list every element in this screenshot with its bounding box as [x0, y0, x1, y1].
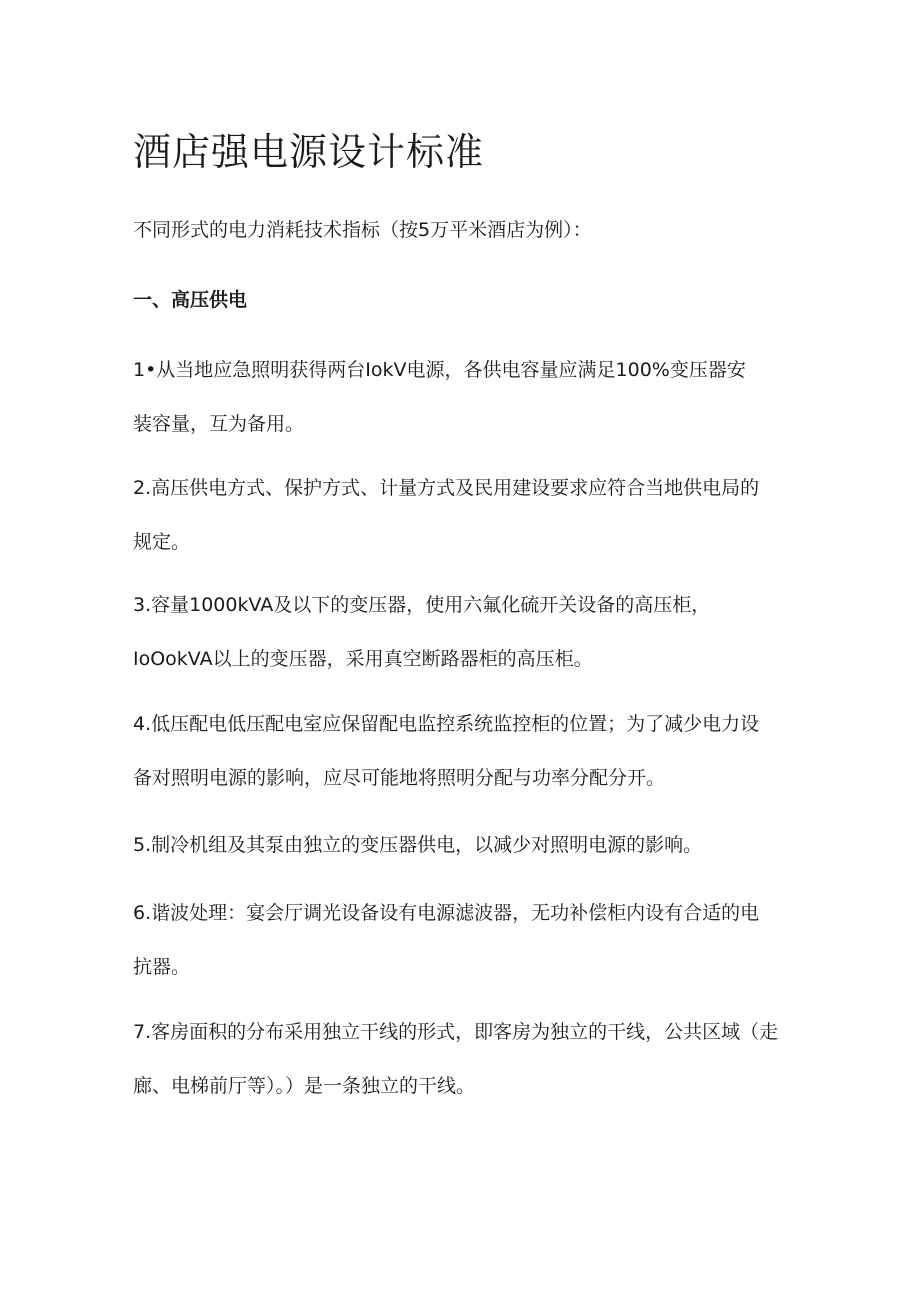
- document-title: 酒店强电源设计标准: [133, 130, 485, 174]
- list-item-line: 3.容量1000kVA及以下的变压器，使用六氟化硫开关设备的高压柜，: [133, 594, 711, 616]
- list-item-line: 1•从当地应急照明获得两台IokV电源，各供电容量应满足100%变压器安: [133, 359, 746, 381]
- list-item-6: [133, 886, 798, 994]
- list-item-line: 备对照明电源的影响，应尽可能地将照明分配与功率分配分开。: [133, 767, 666, 789]
- intro-paragraph: 不同形式的电力消耗技术指标（按5万平米酒店为例）：: [133, 219, 592, 241]
- list-item-line: 7.客房面积的分布采用独立干线的形式，即客房为独立的干线，公共区域（走: [133, 1021, 779, 1043]
- list-item-line: IoOokVA以上的变压器，采用真空断路器柜的高压柜。: [133, 648, 593, 670]
- list-item-3: [133, 578, 798, 686]
- list-item-5: [133, 818, 798, 872]
- list-item-line: 规定。: [133, 531, 191, 553]
- list-item-line: 装容量，互为备用。: [133, 413, 305, 435]
- list-item-line: 4.低压配电低压配电室应保留配电监控系统监控柜的位置；为了减少电力设: [133, 713, 760, 735]
- list-item-line: 抗器。: [133, 956, 191, 978]
- list-item-4: [133, 697, 798, 805]
- list-item-line: 5.制冷机组及其泵由独立的变压器供电，以减少对照明电源的影响。: [133, 834, 703, 856]
- list-item-line: 6.谐波处理：宴会厅调光设备设有电源滤波器，无功补偿柜内设有合适的电: [133, 902, 760, 924]
- list-item-7: [133, 1005, 798, 1113]
- list-item-line: 2.高压供电方式、保护方式、计量方式及民用建设要求应符合当地供电局的: [133, 477, 760, 499]
- list-item-line: 廊、电梯前厅等）。）是一条独立的干线。: [133, 1075, 476, 1097]
- list-item-2: [133, 461, 798, 569]
- list-item-1: [133, 343, 798, 451]
- section-heading: 一、高压供电: [133, 289, 248, 311]
